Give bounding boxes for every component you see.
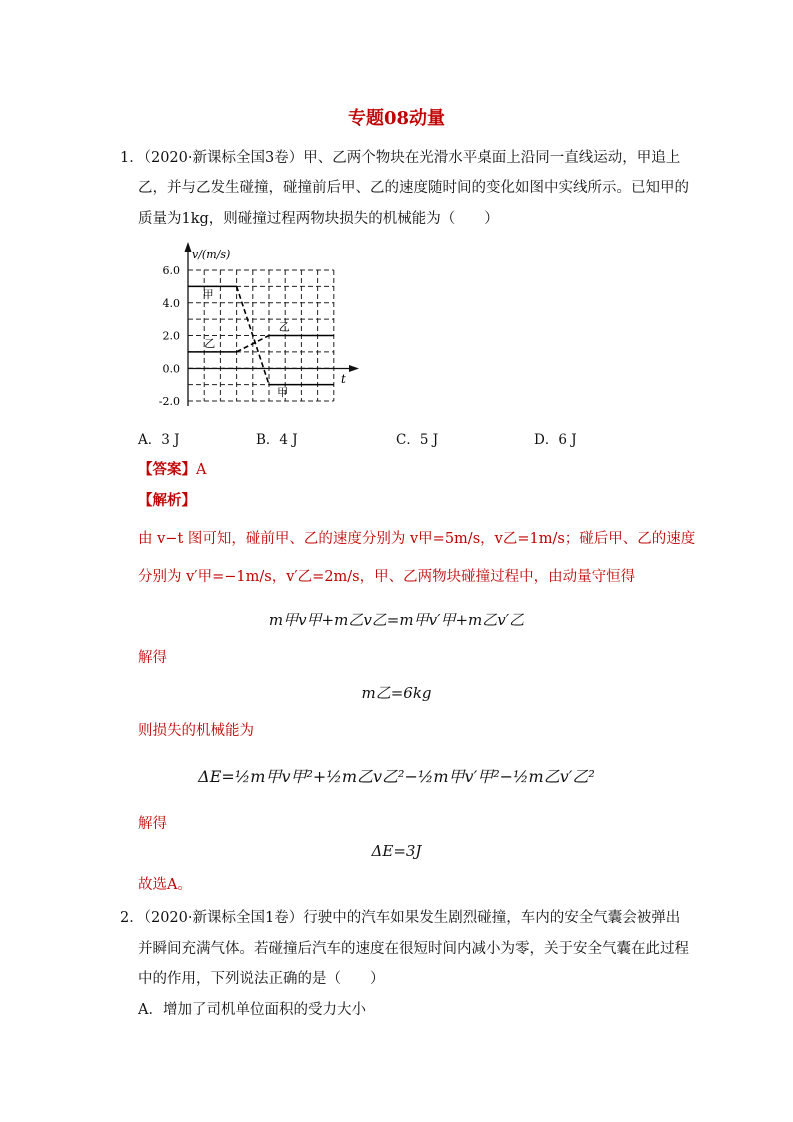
x-axis-arrow xyxy=(349,365,359,372)
series-label: 乙 xyxy=(278,320,290,334)
q2-line-1: 2．（2020·新课标全国1卷）行驶中的汽车如果发生剧烈碰撞，车内的安全气囊会被弹出 xyxy=(120,910,681,926)
q1-line-3: 质量为1kg，则碰撞过程两物块损失的机械能为（ ） xyxy=(138,211,499,227)
q1-line-1: 1．（2020·新课标全国3卷）甲、乙两个物块在光滑水平桌面上沿同一直线运动，甲追上 xyxy=(120,150,681,166)
q2-line-2: 并瞬间充满气体。若碰撞后汽车的速度在很短时间内减小为零，关于安全气囊在此过程 xyxy=(138,941,689,957)
answer-line xyxy=(138,458,206,479)
energy-equation: ΔE=½m甲v甲²+½m乙v乙²−½m甲v′甲²−½m乙v′乙² xyxy=(198,767,595,786)
x-axis-label: t xyxy=(341,372,346,386)
loss-text: 则损失的机械能为 xyxy=(138,723,254,739)
y-tick-label: 4.0 xyxy=(162,296,180,310)
analysis-line-1: 由 v−t 图可知，碰前甲、乙的速度分别为 v甲=5m/s，v乙=1m/s；碰后甲、乙的速度 xyxy=(138,531,696,547)
choice-c: C．5 J xyxy=(396,432,439,448)
q2-line-3: 中的作用，下列说法正确的是（ ） xyxy=(138,971,385,987)
y-tick-labels xyxy=(159,264,180,408)
series-label: 乙 xyxy=(204,336,216,350)
series-label: 甲 xyxy=(202,287,214,301)
analysis-label: 【解析】 xyxy=(138,492,196,509)
q2-choice-a: A．增加了司机单位面积的受力大小 xyxy=(138,1002,366,1018)
y-axis-arrow xyxy=(185,242,192,252)
momentum-equation: m甲v甲+m乙v乙=m甲v′甲+m乙v′乙 xyxy=(268,611,525,629)
choice-d: D．6 J xyxy=(534,432,577,448)
vt-chart xyxy=(150,238,365,413)
answer-value: A xyxy=(196,462,207,478)
q1-line-2: 乙，并与乙发生碰撞，碰撞前后甲、乙的速度随时间的变化如图中实线所示。已知甲的 xyxy=(138,180,689,196)
mass-result: m乙=6kg xyxy=(361,684,432,702)
answer-label: 【答案】 xyxy=(138,461,196,478)
solve-label-1: 解得 xyxy=(138,650,167,666)
y-tick-label: 6.0 xyxy=(162,264,180,277)
series-label: 甲 xyxy=(277,386,289,400)
energy-result: ΔE=3J xyxy=(371,842,422,860)
y-axis-label: v/(m/s) xyxy=(192,248,231,261)
series-labels xyxy=(203,288,290,399)
y-tick-label: 2.0 xyxy=(162,329,180,343)
choice-a: A．3 J xyxy=(138,432,180,448)
analysis-line-2: 分别为 v′甲=−1m/s，v′乙=2m/s，甲、乙两物块碰撞过程中，由动量守恒得 xyxy=(138,569,636,585)
solve-label-2: 解得 xyxy=(138,816,167,832)
page-title: 专题08动量 xyxy=(347,108,446,129)
y-tick-label: 0.0 xyxy=(162,362,180,376)
choice-b: B．4 J xyxy=(256,432,298,448)
y-tick-label: -2.0 xyxy=(158,395,180,408)
conclusion: 故选A。 xyxy=(138,877,192,893)
